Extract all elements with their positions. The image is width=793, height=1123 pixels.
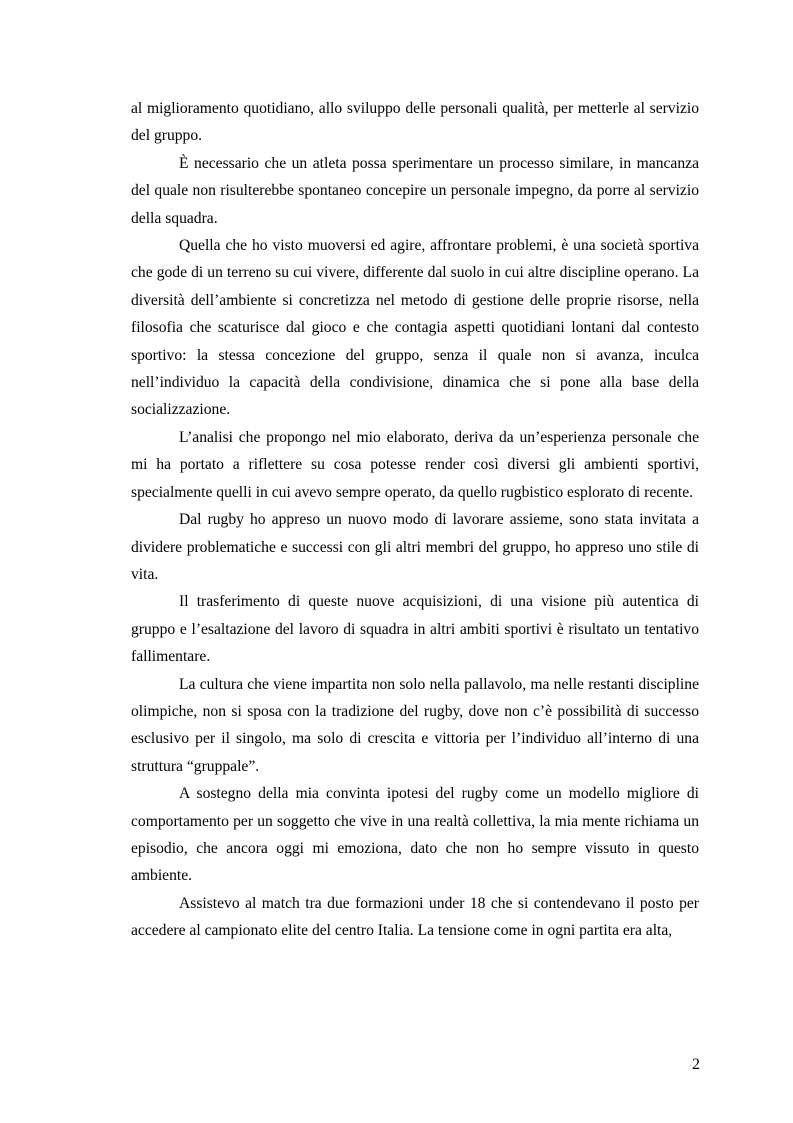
paragraph-continuation: al miglioramento quotidiano, allo sviluppo delle personali qualità, per metterle al servizio del gruppo. bbox=[131, 100, 699, 145]
paragraph: È necessario che un atleta possa sperimentare un processo similare, in mancanza del quale non risulterebbe spontaneo concepire un personale impegno, da porre al servizio della squadra. bbox=[131, 154, 699, 227]
paragraph: Il trasferimento di queste nuove acquisizioni, di una visione più autentica di gruppo e l’esaltazione del lavoro di squadra in altri ambiti sportivi è risultato un tentativo fallimentare. bbox=[131, 593, 699, 666]
paragraph: Assistevo al match tra due formazioni under 18 che si contendevano il posto per accedere al campionato elite del centro Italia. La tensione come in ogni partita era alta, bbox=[131, 894, 699, 940]
page-number: 2 bbox=[692, 1056, 700, 1073]
paragraph: Dal rugby ho appreso un nuovo modo di lavorare assieme, sono stata invitata a dividere problematiche e successi con gli altri membri del gruppo, ho appreso uno stile di vita. bbox=[131, 511, 699, 583]
paragraph: L’analisi che propongo nel mio elaborato, deriva da un’esperienza personale che mi ha portato a riflettere su cosa potesse render così diversi gli ambienti sportivi, specialmente quelli in cui avevo sempre operato, da quello rugbistico esplorato di recente. bbox=[131, 428, 699, 501]
paragraph: Quella che ho visto muoversi ed agire, affrontare problemi, è una società sportiva che gode di un terreno su cui vivere, differente dal suolo in cui altre discipline operano. La diversità dell’ambiente si concretizza nel metodo di gestione delle proprie risorse, nella filosofia che scaturisce dal gioco e che contagia aspetti quotidiani lontani dal contesto sportivo: la stessa concezione del gruppo, senza il quale non si avanza, inculca nell’individuo la capacità della condivisione, dinamica che si pone alla base della socializzazione. bbox=[131, 237, 699, 419]
paragraph: La cultura che viene impartita non solo nella pallavolo, ma nelle restanti discipline olimpiche, non si sposa con la tradizione del rugby, dove non c’è possibilità di successo esclusivo per il singolo, ma solo di crescita e vittoria per l’individuo all’interno di una struttura “gruppale”. bbox=[131, 675, 699, 775]
document-page-body bbox=[131, 95, 699, 945]
paragraph: A sostegno della mia convinta ipotesi del rugby come un modello migliore di comportamento per un soggetto che vive in una realtà collettiva, la mia mente richiama un episodio, che ancora oggi mi emoziona, dato che non ho sempre vissuto in questo ambiente. bbox=[131, 785, 699, 885]
